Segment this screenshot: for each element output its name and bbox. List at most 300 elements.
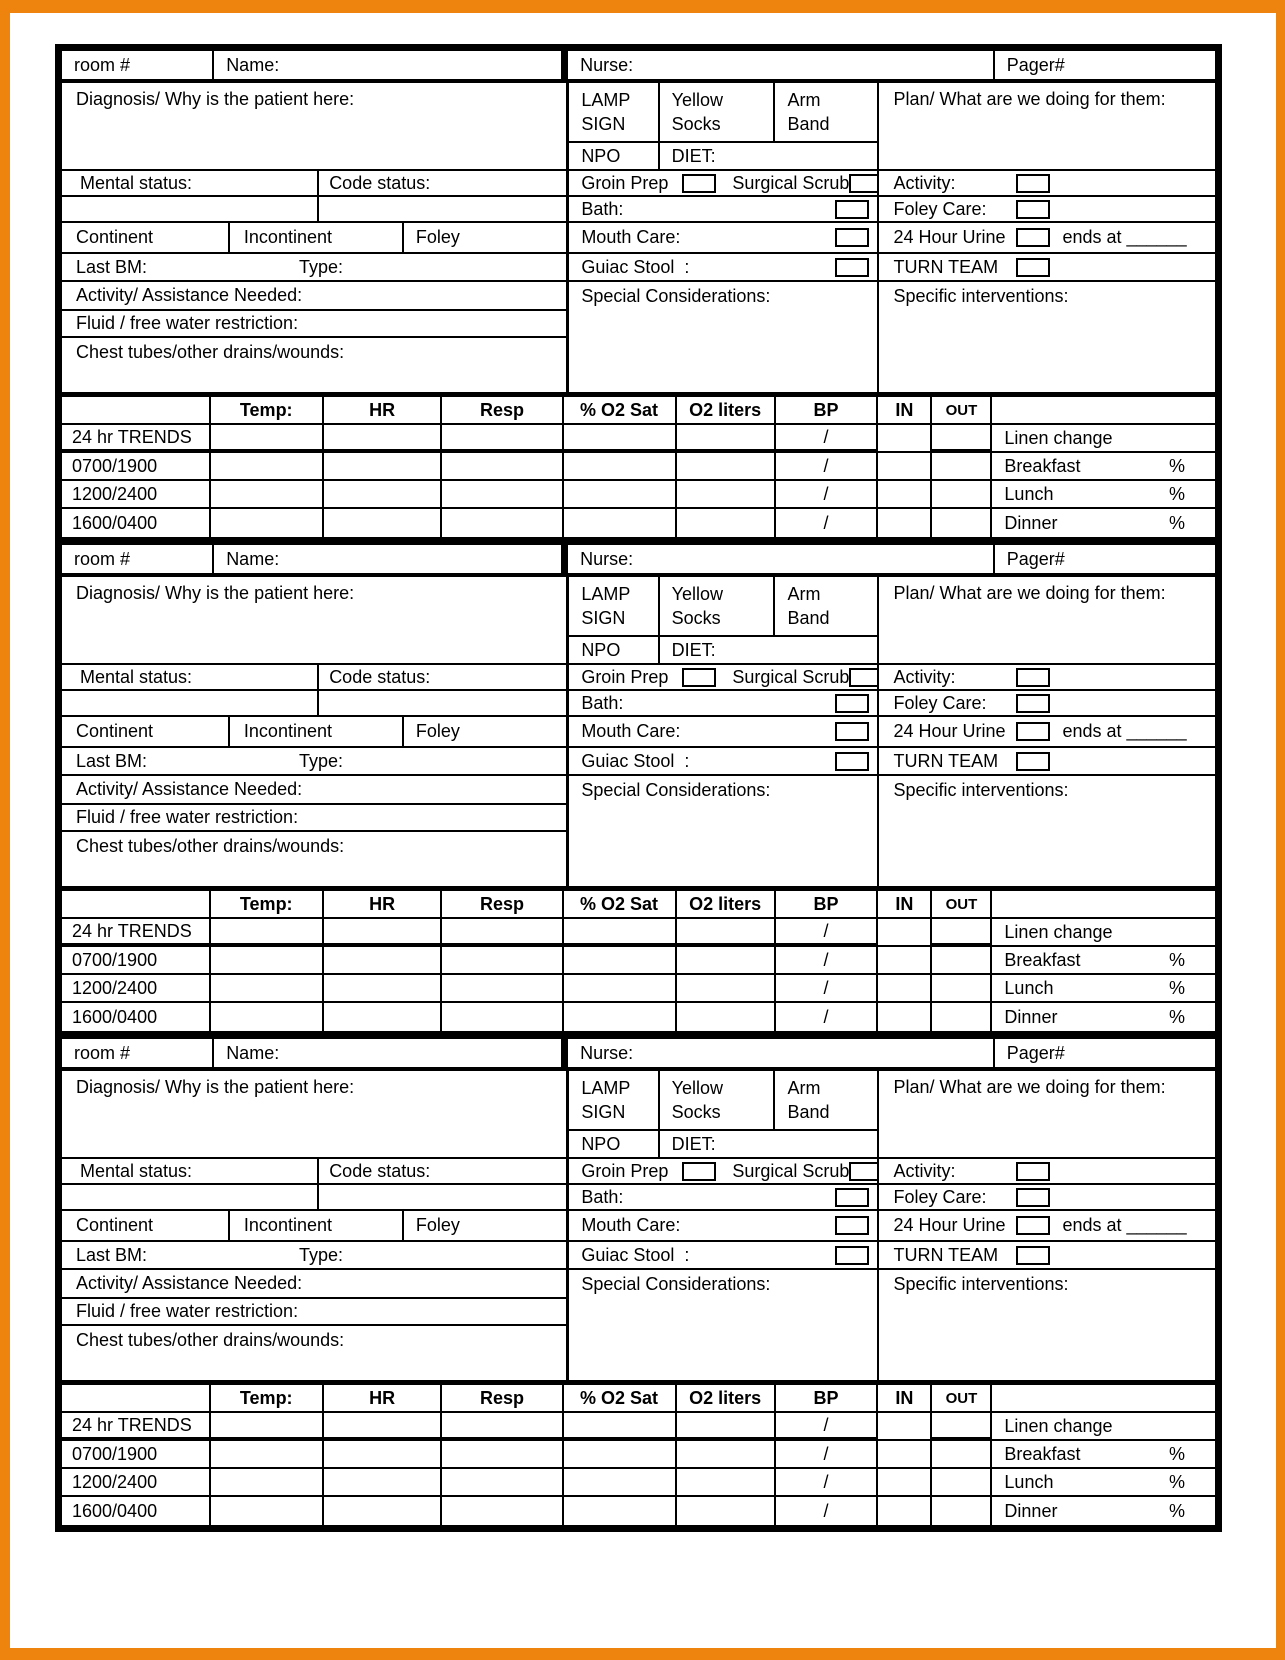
guiac-stool-row bbox=[569, 748, 877, 776]
mental-status-field[interactable]: Mental status: bbox=[62, 171, 319, 195]
o2liters-cell[interactable] bbox=[677, 947, 776, 975]
vitals-header-o2sat: % O2 Sat bbox=[564, 397, 677, 425]
vitals-row-label: 24 hr TRENDS bbox=[62, 425, 211, 453]
vitals-table bbox=[62, 397, 1215, 537]
dinner-pct: % bbox=[1168, 512, 1185, 533]
out-cell[interactable] bbox=[932, 425, 992, 453]
o2liters-cell[interactable] bbox=[677, 1469, 776, 1497]
surgical-scrub-checkbox[interactable] bbox=[849, 1162, 877, 1181]
foley-care-label: Foley Care: bbox=[893, 692, 987, 713]
resp-cell[interactable] bbox=[442, 975, 563, 1003]
yellow-socks-field[interactable]: Yellow Socks bbox=[660, 83, 776, 141]
vitals-header-hr: HR bbox=[324, 891, 443, 919]
in-cell[interactable] bbox=[878, 481, 932, 509]
continence-row bbox=[62, 717, 566, 748]
vitals-row-label: 24 hr TRENDS bbox=[62, 1413, 211, 1441]
vitals-header-resp: Resp bbox=[442, 1385, 563, 1413]
temp-cell[interactable] bbox=[211, 425, 324, 453]
hr-cell[interactable] bbox=[324, 919, 443, 947]
activity-assistance-field[interactable]: Activity/ Assistance Needed: bbox=[62, 282, 566, 311]
lamp-sign-field[interactable]: LAMP SIGN bbox=[569, 1071, 659, 1129]
incontinent-field[interactable]: Incontinent bbox=[230, 1211, 404, 1240]
mental-status-field[interactable]: Mental status: bbox=[62, 1159, 319, 1183]
special-considerations-field[interactable]: Special Considerations: bbox=[581, 1274, 771, 1294]
bath-checkbox[interactable] bbox=[835, 694, 869, 713]
mouth-care-checkbox[interactable] bbox=[835, 228, 869, 247]
bath-row bbox=[569, 1185, 877, 1211]
turn-team-checkbox[interactable] bbox=[1016, 1246, 1050, 1265]
o2sat-cell[interactable] bbox=[564, 1003, 677, 1031]
out-cell[interactable] bbox=[932, 975, 992, 1003]
vitals-header-bp: BP bbox=[776, 891, 879, 919]
out-cell[interactable] bbox=[932, 919, 992, 947]
breakfast-cell[interactable] bbox=[992, 1441, 1215, 1469]
surgical-scrub-label: Surgical Scrub bbox=[732, 1160, 850, 1181]
mental-status-blank[interactable] bbox=[62, 1185, 319, 1209]
in-cell[interactable] bbox=[878, 453, 932, 481]
diet-field[interactable]: DIET: bbox=[671, 1134, 716, 1154]
dinner-cell[interactable] bbox=[992, 509, 1215, 537]
special-considerations-field[interactable]: Special Considerations: bbox=[581, 286, 771, 306]
groin-prep-row bbox=[569, 171, 877, 197]
vitals-row-label: 24 hr TRENDS bbox=[62, 919, 211, 947]
continent-field[interactable]: Continent bbox=[62, 717, 230, 746]
bp-cell[interactable]: / bbox=[776, 919, 879, 947]
diagnosis-field[interactable]: Diagnosis/ Why is the patient here: bbox=[62, 577, 566, 665]
arm-band-field[interactable]: Arm Band bbox=[787, 584, 830, 628]
in-cell[interactable] bbox=[878, 975, 932, 1003]
vitals-header-hr: HR bbox=[324, 397, 443, 425]
resp-cell[interactable] bbox=[442, 947, 563, 975]
middle-column bbox=[569, 577, 879, 886]
vitals-row-label: 1600/0400 bbox=[62, 509, 211, 537]
resp-cell[interactable] bbox=[442, 481, 563, 509]
dinner-cell[interactable] bbox=[992, 1003, 1215, 1031]
bath-checkbox[interactable] bbox=[835, 200, 869, 219]
continence-row bbox=[62, 1211, 566, 1242]
bath-label: Bath: bbox=[581, 692, 624, 713]
npo-diet-row bbox=[569, 143, 877, 171]
code-status-blank[interactable] bbox=[319, 197, 566, 221]
npo-field[interactable]: NPO bbox=[569, 143, 659, 169]
mouth-care-checkbox[interactable] bbox=[835, 1216, 869, 1235]
groin-prep-checkbox[interactable] bbox=[682, 668, 716, 687]
out-cell[interactable] bbox=[932, 947, 992, 975]
bm-type-label: Type: bbox=[299, 1245, 344, 1265]
hr-cell[interactable] bbox=[324, 947, 443, 975]
bath-label: Bath: bbox=[581, 1186, 624, 1207]
dinner-label: Dinner bbox=[1004, 1006, 1058, 1027]
out-cell[interactable] bbox=[932, 1413, 992, 1441]
hr-cell[interactable] bbox=[324, 481, 443, 509]
specific-interventions-field[interactable]: Specific interventions: bbox=[893, 286, 1069, 306]
last-bm-field[interactable] bbox=[62, 254, 566, 282]
yellow-socks-field[interactable]: Yellow Socks bbox=[660, 1071, 776, 1129]
out-cell[interactable] bbox=[932, 453, 992, 481]
chest-tubes-field[interactable]: Chest tubes/other drains/wounds: bbox=[76, 342, 345, 362]
continent-field[interactable]: Continent bbox=[62, 1211, 230, 1240]
out-cell[interactable] bbox=[932, 1497, 992, 1525]
right-column bbox=[879, 577, 1215, 886]
guiac-stool-label: Guiac Stool : bbox=[581, 256, 690, 277]
guiac-stool-checkbox[interactable] bbox=[835, 258, 869, 277]
mouth-care-label: Mouth Care: bbox=[581, 1215, 681, 1235]
o2liters-cell[interactable] bbox=[677, 1413, 776, 1441]
out-cell[interactable] bbox=[932, 1003, 992, 1031]
activity-checkbox[interactable] bbox=[1016, 1162, 1050, 1181]
continent-field[interactable]: Continent bbox=[62, 223, 230, 252]
in-cell[interactable] bbox=[878, 947, 932, 975]
vitals-header-right-blank bbox=[992, 891, 1215, 919]
in-cell[interactable] bbox=[878, 1003, 932, 1031]
foley-field[interactable]: Foley bbox=[415, 721, 460, 741]
mouth-care-row bbox=[569, 717, 877, 748]
vitals-header-out: OUT bbox=[932, 891, 992, 919]
pager-field[interactable]: Pager# bbox=[1006, 55, 1065, 75]
room-number-field[interactable]: room # bbox=[62, 545, 214, 573]
chest-tubes-field[interactable]: Chest tubes/other drains/wounds: bbox=[76, 836, 345, 856]
diet-field[interactable]: DIET: bbox=[671, 640, 716, 660]
temp-cell[interactable] bbox=[211, 1413, 324, 1441]
vitals-header-o2liters: O2 liters bbox=[677, 1385, 776, 1413]
resp-cell[interactable] bbox=[442, 919, 563, 947]
plan-field[interactable]: Plan/ What are we doing for them: bbox=[879, 83, 1215, 171]
patient-block-2 bbox=[62, 537, 1215, 1031]
room-number-field[interactable]: room # bbox=[62, 51, 214, 79]
o2sat-cell[interactable] bbox=[564, 1497, 677, 1525]
o2liters-cell[interactable] bbox=[677, 1441, 776, 1469]
specific-interventions-field[interactable]: Specific interventions: bbox=[893, 780, 1069, 800]
guiac-stool-checkbox[interactable] bbox=[835, 752, 869, 771]
turn-team-checkbox[interactable] bbox=[1016, 752, 1050, 771]
groin-prep-checkbox[interactable] bbox=[682, 174, 716, 193]
room-number-field[interactable]: room # bbox=[62, 1039, 214, 1067]
right-column bbox=[879, 83, 1215, 392]
hr-cell[interactable] bbox=[324, 509, 443, 537]
resp-cell[interactable] bbox=[442, 1413, 563, 1441]
bath-row bbox=[569, 691, 877, 717]
fluid-restriction-field[interactable]: Fluid / free water restriction: bbox=[62, 805, 566, 832]
nurse-field[interactable]: Nurse: bbox=[568, 545, 995, 573]
vitals-header-right-blank bbox=[992, 1385, 1215, 1413]
bp-cell[interactable]: / bbox=[776, 453, 879, 481]
o2sat-cell[interactable] bbox=[564, 1441, 677, 1469]
o2liters-cell[interactable] bbox=[677, 453, 776, 481]
bp-cell[interactable]: / bbox=[776, 947, 879, 975]
urine-24hr-row bbox=[879, 717, 1215, 748]
incontinent-field[interactable]: Incontinent bbox=[230, 717, 404, 746]
last-bm-label: Last BM: bbox=[76, 751, 148, 771]
plan-field[interactable]: Plan/ What are we doing for them: bbox=[879, 577, 1215, 665]
middle-column bbox=[569, 1071, 879, 1380]
lamp-sign-field[interactable]: LAMP SIGN bbox=[569, 83, 659, 141]
pager-field[interactable]: Pager# bbox=[1006, 549, 1065, 569]
foley-care-checkbox[interactable] bbox=[1016, 694, 1050, 713]
npo-diet-row bbox=[569, 637, 877, 665]
out-cell[interactable] bbox=[932, 481, 992, 509]
specific-interventions-field[interactable]: Specific interventions: bbox=[893, 1274, 1069, 1294]
temp-cell[interactable] bbox=[211, 919, 324, 947]
activity-row bbox=[879, 665, 1215, 691]
o2sat-cell[interactable] bbox=[564, 975, 677, 1003]
right-column bbox=[879, 1071, 1215, 1380]
o2liters-cell[interactable] bbox=[677, 1497, 776, 1525]
hr-cell[interactable] bbox=[324, 1441, 443, 1469]
groin-prep-checkbox[interactable] bbox=[682, 1162, 716, 1181]
o2sat-cell[interactable] bbox=[564, 919, 677, 947]
foley-care-row bbox=[879, 197, 1215, 223]
in-cell[interactable] bbox=[878, 1413, 932, 1441]
bp-cell[interactable]: / bbox=[776, 975, 879, 1003]
guiac-stool-checkbox[interactable] bbox=[835, 1246, 869, 1265]
urine-24hr-row bbox=[879, 223, 1215, 254]
lunch-cell[interactable] bbox=[992, 481, 1215, 509]
in-cell[interactable] bbox=[878, 1469, 932, 1497]
surgical-scrub-checkbox[interactable] bbox=[849, 174, 877, 193]
bp-cell[interactable]: / bbox=[776, 425, 879, 453]
o2sat-cell[interactable] bbox=[564, 425, 677, 453]
o2sat-cell[interactable] bbox=[564, 509, 677, 537]
resp-cell[interactable] bbox=[442, 1003, 563, 1031]
linen-change-label: Linen change bbox=[1004, 921, 1113, 942]
resp-cell[interactable] bbox=[442, 1469, 563, 1497]
vitals-header-in: IN bbox=[878, 1385, 932, 1413]
code-status-field[interactable]: Code status: bbox=[329, 1161, 431, 1181]
vitals-header-temp: Temp: bbox=[211, 1385, 324, 1413]
mouth-care-label: Mouth Care: bbox=[581, 721, 681, 741]
chest-tubes-field[interactable]: Chest tubes/other drains/wounds: bbox=[76, 1330, 345, 1350]
bp-cell[interactable]: / bbox=[776, 1003, 879, 1031]
bp-cell[interactable]: / bbox=[776, 481, 879, 509]
patient-name-field[interactable]: Name: bbox=[214, 51, 568, 79]
temp-cell[interactable] bbox=[211, 481, 324, 509]
fluid-restriction-field[interactable]: Fluid / free water restriction: bbox=[62, 311, 566, 338]
resp-cell[interactable] bbox=[442, 1441, 563, 1469]
temp-cell[interactable] bbox=[211, 1497, 324, 1525]
dinner-label: Dinner bbox=[1004, 512, 1058, 533]
hr-cell[interactable] bbox=[324, 425, 443, 453]
temp-cell[interactable] bbox=[211, 1441, 324, 1469]
bath-label: Bath: bbox=[581, 198, 624, 219]
urine-24hr-checkbox[interactable] bbox=[1016, 228, 1050, 247]
temp-cell[interactable] bbox=[211, 947, 324, 975]
status-row-blank bbox=[62, 1185, 566, 1211]
patient-main-section bbox=[62, 83, 1215, 397]
lunch-pct: % bbox=[1168, 977, 1185, 998]
pager-field[interactable]: Pager# bbox=[1006, 1043, 1065, 1063]
bp-cell[interactable]: / bbox=[776, 509, 879, 537]
in-cell[interactable] bbox=[878, 1441, 932, 1469]
o2liters-cell[interactable] bbox=[677, 425, 776, 453]
resp-cell[interactable] bbox=[442, 453, 563, 481]
bm-type-label: Type: bbox=[299, 751, 344, 771]
nurse-field[interactable]: Nurse: bbox=[568, 51, 995, 79]
foley-care-label: Foley Care: bbox=[893, 198, 987, 219]
urine-24hr-checkbox[interactable] bbox=[1016, 722, 1050, 741]
o2liters-cell[interactable] bbox=[677, 919, 776, 947]
temp-cell[interactable] bbox=[211, 1003, 324, 1031]
vitals-header-temp: Temp: bbox=[211, 397, 324, 425]
urine-24hr-label: 24 Hour Urine bbox=[893, 227, 1006, 247]
vitals-table bbox=[62, 891, 1215, 1031]
o2sat-cell[interactable] bbox=[564, 1413, 677, 1441]
out-cell[interactable] bbox=[932, 1469, 992, 1497]
alert-band-row bbox=[569, 83, 877, 143]
diet-field[interactable]: DIET: bbox=[671, 146, 716, 166]
hr-cell[interactable] bbox=[324, 1469, 443, 1497]
last-bm-field[interactable] bbox=[62, 748, 566, 776]
foley-field[interactable]: Foley bbox=[415, 227, 460, 247]
arm-band-field[interactable]: Arm Band bbox=[787, 1078, 830, 1122]
patient-name-field[interactable]: Name: bbox=[214, 545, 568, 573]
mouth-care-row bbox=[569, 223, 877, 254]
alert-band-row bbox=[569, 577, 877, 637]
code-status-field[interactable]: Code status: bbox=[329, 173, 431, 193]
hr-cell[interactable] bbox=[324, 1497, 443, 1525]
activity-assistance-field[interactable]: Activity/ Assistance Needed: bbox=[62, 776, 566, 805]
breakfast-cell[interactable] bbox=[992, 947, 1215, 975]
incontinent-field[interactable]: Incontinent bbox=[230, 223, 404, 252]
dinner-pct: % bbox=[1168, 1006, 1185, 1027]
groin-prep-row bbox=[569, 1159, 877, 1185]
vitals-header-o2liters: O2 liters bbox=[677, 891, 776, 919]
foley-care-checkbox[interactable] bbox=[1016, 200, 1050, 219]
turn-team-checkbox[interactable] bbox=[1016, 258, 1050, 277]
bm-type-label: Type: bbox=[299, 257, 344, 277]
activity-checkbox[interactable] bbox=[1016, 668, 1050, 687]
foley-care-checkbox[interactable] bbox=[1016, 1188, 1050, 1207]
vitals-header-o2sat: % O2 Sat bbox=[564, 891, 677, 919]
linen-change-cell[interactable] bbox=[992, 425, 1215, 453]
dinner-pct: % bbox=[1168, 1500, 1185, 1521]
linen-change-cell[interactable] bbox=[992, 1413, 1215, 1441]
activity-row bbox=[879, 171, 1215, 197]
linen-change-cell[interactable] bbox=[992, 919, 1215, 947]
vitals-header-out: OUT bbox=[932, 397, 992, 425]
dinner-cell[interactable] bbox=[992, 1497, 1215, 1525]
activity-checkbox[interactable] bbox=[1016, 174, 1050, 193]
last-bm-field[interactable] bbox=[62, 1242, 566, 1270]
patient-name-field[interactable]: Name: bbox=[214, 1039, 568, 1067]
hr-cell[interactable] bbox=[324, 453, 443, 481]
npo-field[interactable]: NPO bbox=[569, 637, 659, 663]
guiac-stool-label: Guiac Stool : bbox=[581, 1244, 690, 1265]
foley-care-row bbox=[879, 1185, 1215, 1211]
code-status-field[interactable]: Code status: bbox=[329, 667, 431, 687]
lunch-pct: % bbox=[1168, 1471, 1185, 1492]
bp-cell[interactable]: / bbox=[776, 1497, 879, 1525]
yellow-socks-field[interactable]: Yellow Socks bbox=[660, 577, 776, 635]
hr-cell[interactable] bbox=[324, 975, 443, 1003]
lamp-sign-field[interactable]: LAMP SIGN bbox=[569, 577, 659, 635]
temp-cell[interactable] bbox=[211, 1469, 324, 1497]
temp-cell[interactable] bbox=[211, 975, 324, 1003]
surgical-scrub-checkbox[interactable] bbox=[849, 668, 877, 687]
diagnosis-field[interactable]: Diagnosis/ Why is the patient here: bbox=[62, 83, 566, 171]
bp-cell[interactable]: / bbox=[776, 1413, 879, 1441]
mental-status-blank[interactable] bbox=[62, 197, 319, 221]
vitals-row-label: 1200/2400 bbox=[62, 975, 211, 1003]
arm-band-field[interactable]: Arm Band bbox=[787, 90, 830, 134]
code-status-blank[interactable] bbox=[319, 1185, 566, 1209]
status-row bbox=[62, 1159, 566, 1185]
vitals-row-label: 1600/0400 bbox=[62, 1497, 211, 1525]
resp-cell[interactable] bbox=[442, 509, 563, 537]
diagnosis-field[interactable]: Diagnosis/ Why is the patient here: bbox=[62, 1071, 566, 1159]
last-bm-label: Last BM: bbox=[76, 1245, 148, 1265]
bp-cell[interactable]: / bbox=[776, 1469, 879, 1497]
mouth-care-checkbox[interactable] bbox=[835, 722, 869, 741]
urine-24hr-checkbox[interactable] bbox=[1016, 1216, 1050, 1235]
groin-prep-label: Groin Prep bbox=[581, 1160, 669, 1181]
mouth-care-label: Mouth Care: bbox=[581, 227, 681, 247]
ends-at-field[interactable]: ends at ______ bbox=[1062, 1215, 1187, 1235]
npo-field[interactable]: NPO bbox=[569, 1131, 659, 1157]
o2sat-cell[interactable] bbox=[564, 453, 677, 481]
o2liters-cell[interactable] bbox=[677, 975, 776, 1003]
lunch-cell[interactable] bbox=[992, 1469, 1215, 1497]
nurse-field[interactable]: Nurse: bbox=[568, 1039, 995, 1067]
patient-main-section bbox=[62, 577, 1215, 891]
resp-cell[interactable] bbox=[442, 1497, 563, 1525]
in-cell[interactable] bbox=[878, 425, 932, 453]
temp-cell[interactable] bbox=[211, 453, 324, 481]
in-cell[interactable] bbox=[878, 919, 932, 947]
ends-at-field[interactable]: ends at ______ bbox=[1062, 721, 1187, 741]
out-cell[interactable] bbox=[932, 509, 992, 537]
o2liters-cell[interactable] bbox=[677, 481, 776, 509]
bath-checkbox[interactable] bbox=[835, 1188, 869, 1207]
o2sat-cell[interactable] bbox=[564, 481, 677, 509]
out-cell[interactable] bbox=[932, 1441, 992, 1469]
special-considerations-field[interactable]: Special Considerations: bbox=[581, 780, 771, 800]
vitals-header-temp: Temp: bbox=[211, 891, 324, 919]
mental-status-field[interactable]: Mental status: bbox=[62, 665, 319, 689]
foley-field[interactable]: Foley bbox=[415, 1215, 460, 1235]
turn-team-label: TURN TEAM bbox=[893, 256, 999, 277]
turn-team-row bbox=[879, 748, 1215, 776]
o2liters-cell[interactable] bbox=[677, 1003, 776, 1031]
resp-cell[interactable] bbox=[442, 425, 563, 453]
alert-band-row bbox=[569, 1071, 877, 1131]
ends-at-field[interactable]: ends at ______ bbox=[1062, 227, 1187, 247]
o2sat-cell[interactable] bbox=[564, 947, 677, 975]
lunch-cell[interactable] bbox=[992, 975, 1215, 1003]
vitals-header-blank bbox=[62, 397, 211, 425]
code-status-blank[interactable] bbox=[319, 691, 566, 715]
vitals-header-blank bbox=[62, 891, 211, 919]
o2liters-cell[interactable] bbox=[677, 509, 776, 537]
mental-status-blank[interactable] bbox=[62, 691, 319, 715]
vitals-header-resp: Resp bbox=[442, 397, 563, 425]
surgical-scrub-label: Surgical Scrub bbox=[732, 666, 850, 687]
in-cell[interactable] bbox=[878, 509, 932, 537]
hr-cell[interactable] bbox=[324, 1413, 443, 1441]
bp-cell[interactable]: / bbox=[776, 1441, 879, 1469]
activity-assistance-field[interactable]: Activity/ Assistance Needed: bbox=[62, 1270, 566, 1299]
guiac-stool-row bbox=[569, 1242, 877, 1270]
o2sat-cell[interactable] bbox=[564, 1469, 677, 1497]
status-row bbox=[62, 171, 566, 197]
status-row-blank bbox=[62, 691, 566, 717]
breakfast-cell[interactable] bbox=[992, 453, 1215, 481]
lunch-label: Lunch bbox=[1004, 977, 1054, 998]
in-cell[interactable] bbox=[878, 1497, 932, 1525]
hr-cell[interactable] bbox=[324, 1003, 443, 1031]
fluid-restriction-field[interactable]: Fluid / free water restriction: bbox=[62, 1299, 566, 1326]
temp-cell[interactable] bbox=[211, 509, 324, 537]
plan-field[interactable]: Plan/ What are we doing for them: bbox=[879, 1071, 1215, 1159]
